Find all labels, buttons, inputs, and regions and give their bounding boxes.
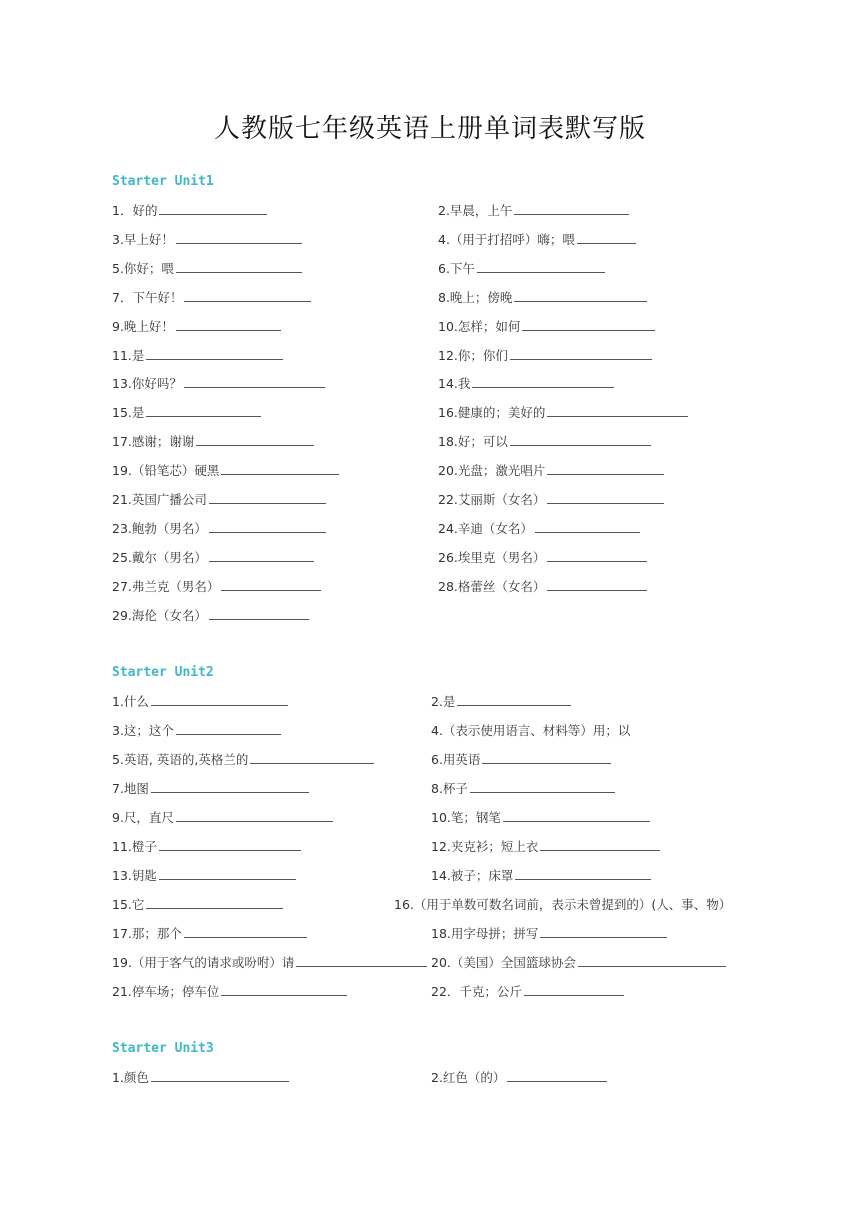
vocab-prompt: 18.好；可以: [438, 434, 508, 450]
vocab-prompt: 13.你好吗？: [112, 376, 182, 392]
vocab-prompt: 1．好的: [112, 203, 158, 218]
vocab-prompt: 11.是: [112, 347, 145, 363]
vocab-prompt: 25.戴尔（男名）: [112, 549, 207, 565]
answer-blank[interactable]: [457, 693, 571, 706]
vocab-item: [394, 896, 731, 914]
vocab-item: [438, 231, 636, 249]
vocab-item: [438, 491, 664, 509]
vocab-item: [112, 520, 326, 538]
answer-blank[interactable]: [151, 1069, 289, 1082]
answer-blank[interactable]: [184, 289, 311, 302]
vocab-item: [431, 780, 615, 798]
vocab-prompt: 4.（用于打招呼）嗨；喂: [438, 231, 575, 247]
vocab-item: [112, 722, 281, 740]
vocab-item: [431, 983, 624, 1001]
vocab-prompt: 18.用字母拼；拼写: [431, 926, 539, 941]
answer-blank[interactable]: [470, 780, 615, 793]
answer-blank[interactable]: [196, 433, 314, 446]
answer-blank[interactable]: [540, 838, 660, 851]
answer-blank[interactable]: [482, 751, 611, 764]
page-title: 人教版七年级英语上册单词表默写版: [213, 114, 646, 144]
vocab-prompt: 28.格蕾丝（女名）: [438, 578, 546, 594]
vocab-item: [112, 867, 296, 885]
answer-blank[interactable]: [540, 925, 667, 938]
answer-blank[interactable]: [209, 549, 314, 562]
answer-blank[interactable]: [547, 404, 688, 417]
answer-blank[interactable]: [515, 867, 651, 880]
vocab-prompt: 2.早晨，上午: [438, 203, 513, 218]
vocab-item: [112, 693, 288, 711]
vocab-item: [438, 520, 640, 538]
vocab-item: [112, 289, 311, 307]
vocab-prompt: 23.鲍勃（男名）: [112, 520, 207, 536]
vocab-prompt: 29.海伦（女名）: [112, 607, 207, 623]
vocab-prompt: 11.橙子: [112, 839, 157, 854]
vocab-item: [112, 433, 314, 451]
answer-blank[interactable]: [209, 491, 326, 504]
answer-blank[interactable]: [209, 607, 309, 620]
answer-blank[interactable]: [151, 693, 288, 706]
vocab-item: [438, 202, 629, 220]
vocab-prompt: 8.杯子: [431, 781, 468, 796]
vocab-item: [112, 983, 347, 1001]
answer-blank[interactable]: [184, 925, 307, 938]
vocab-prompt: 17.那；那个: [112, 926, 182, 941]
vocab-item: [112, 375, 325, 393]
vocab-item: [112, 780, 309, 798]
vocab-prompt: 6.用英语: [431, 752, 481, 767]
answer-blank[interactable]: [547, 462, 664, 475]
vocab-prompt: 3.这；这个: [112, 723, 174, 738]
answer-blank[interactable]: [472, 375, 614, 388]
answer-blank[interactable]: [151, 780, 309, 793]
vocab-prompt: 12.你；你们: [438, 347, 508, 363]
vocab-prompt: 14.被子；床罩: [431, 868, 514, 883]
vocab-prompt: 21.停车场；停车位: [112, 984, 220, 999]
section-heading: Starter Unit3: [112, 1041, 214, 1056]
vocab-item: [431, 867, 651, 885]
vocab-item: [438, 260, 605, 278]
answer-blank[interactable]: [250, 751, 374, 764]
vocab-prompt: 12.夹克衫；短上衣: [431, 839, 539, 854]
vocab-item: [438, 433, 651, 451]
vocab-item: [112, 1069, 289, 1087]
vocab-prompt: 3.早上好！: [112, 231, 174, 247]
answer-blank[interactable]: [176, 722, 281, 735]
vocab-item: [431, 809, 650, 827]
answer-blank[interactable]: [176, 809, 333, 822]
vocab-item: [438, 289, 647, 307]
answer-blank[interactable]: [159, 202, 267, 215]
vocab-prompt: 16.（用于单数可数名词前，表示未曾提到的）(人、事、物）: [394, 897, 732, 912]
vocab-prompt: 14.我: [438, 376, 471, 392]
answer-blank[interactable]: [176, 318, 281, 331]
vocab-item: [438, 347, 652, 365]
vocab-item: [431, 925, 667, 943]
answer-blank[interactable]: [146, 404, 261, 417]
vocab-item: [438, 318, 655, 336]
answer-blank[interactable]: [184, 375, 325, 388]
answer-blank[interactable]: [514, 202, 629, 215]
vocab-item: [112, 954, 427, 972]
vocab-item: [431, 751, 611, 769]
answer-blank[interactable]: [159, 867, 296, 880]
answer-blank[interactable]: [507, 1069, 607, 1082]
vocab-prompt: 2.红色（的）: [431, 1070, 506, 1085]
vocab-prompt: 9.晚上好！: [112, 318, 174, 334]
vocab-item: [112, 260, 302, 278]
vocab-item: [431, 722, 630, 740]
vocab-item: [438, 404, 688, 422]
section-heading: Starter Unit2: [112, 665, 214, 680]
vocab-item: [112, 838, 301, 856]
vocab-prompt: 1.什么: [112, 694, 149, 709]
vocab-prompt: 5.你好；喂: [112, 260, 174, 276]
vocab-item: [438, 462, 664, 480]
vocab-prompt: 17.感谢；谢谢: [112, 434, 195, 450]
vocab-item: [438, 375, 614, 393]
vocab-prompt: 24.辛迪（女名）: [438, 520, 533, 536]
vocab-item: [112, 231, 302, 249]
answer-blank[interactable]: [296, 954, 427, 967]
vocab-item: [438, 549, 647, 567]
vocab-prompt: 7.地图: [112, 781, 149, 796]
answer-blank[interactable]: [209, 520, 326, 533]
vocab-item: [112, 347, 283, 365]
vocab-prompt: 22．千克；公斤: [431, 984, 522, 999]
vocab-item: [112, 318, 281, 336]
vocab-item: [431, 838, 660, 856]
answer-blank[interactable]: [547, 578, 647, 591]
vocab-prompt: 4.（表示使用语言、材料等）用；以: [431, 723, 631, 738]
vocab-item: [112, 607, 309, 625]
vocab-prompt: 20.光盘；激光唱片: [438, 463, 546, 479]
section-heading: Starter Unit1: [112, 174, 214, 189]
vocab-prompt: 8.晚上；傍晚: [438, 289, 513, 305]
vocab-item: [112, 751, 374, 769]
vocab-prompt: 9.尺，直尺: [112, 810, 174, 825]
vocab-item: [112, 809, 333, 827]
vocab-prompt: 16.健康的；美好的: [438, 405, 546, 421]
vocab-prompt: 7．下午好！: [112, 289, 183, 305]
vocab-prompt: 21.英国广播公司: [112, 492, 207, 507]
vocab-item: [431, 693, 571, 711]
vocab-prompt: 19.（用于客气的请求或吩咐）请: [112, 955, 295, 970]
vocab-prompt: 20.（美国）全国篮球协会: [431, 955, 576, 970]
vocab-item: [112, 462, 339, 480]
vocab-item: [112, 925, 307, 943]
answer-blank[interactable]: [535, 520, 640, 533]
vocab-prompt: 22.艾丽斯（女名）: [438, 492, 546, 507]
vocab-item: [431, 1069, 607, 1087]
vocab-item: [112, 404, 261, 422]
answer-blank[interactable]: [577, 231, 636, 244]
answer-blank[interactable]: [146, 347, 283, 360]
answer-blank[interactable]: [510, 433, 651, 446]
vocab-prompt: 6.下午: [438, 260, 475, 276]
vocab-prompt: 10.笔；钢笔: [431, 810, 501, 825]
answer-blank[interactable]: [221, 983, 347, 996]
answer-blank[interactable]: [221, 578, 321, 591]
answer-blank[interactable]: [221, 462, 339, 475]
answer-blank[interactable]: [547, 491, 664, 504]
vocab-prompt: 15.是: [112, 405, 145, 421]
vocab-item: [438, 578, 647, 596]
answer-blank[interactable]: [514, 289, 647, 302]
vocab-item: [112, 491, 326, 509]
vocab-prompt: 19.（铅笔芯）硬黑: [112, 463, 220, 479]
vocab-prompt: 5.英语, 英语的,英格兰的: [112, 752, 249, 767]
answer-blank[interactable]: [547, 549, 647, 562]
answer-blank[interactable]: [524, 983, 624, 996]
vocab-prompt: 10.怎样；如何: [438, 318, 521, 334]
vocab-item: [112, 896, 283, 914]
vocab-prompt: 15.它: [112, 897, 145, 912]
answer-blank[interactable]: [510, 347, 652, 360]
vocab-prompt: 27.弗兰克（男名）: [112, 578, 220, 594]
answer-blank[interactable]: [159, 838, 301, 851]
answer-blank[interactable]: [477, 260, 605, 273]
vocab-item: [112, 549, 314, 567]
answer-blank[interactable]: [176, 260, 302, 273]
vocab-item: [112, 202, 267, 220]
vocab-item: [431, 954, 726, 972]
vocab-prompt: 26.埃里克（男名）: [438, 549, 546, 565]
vocab-item: [112, 578, 321, 596]
answer-blank[interactable]: [578, 954, 726, 967]
answer-blank[interactable]: [146, 896, 283, 909]
answer-blank[interactable]: [176, 231, 302, 244]
answer-blank[interactable]: [522, 318, 655, 331]
answer-blank[interactable]: [503, 809, 650, 822]
vocab-prompt: 13.钥匙: [112, 868, 157, 883]
vocab-prompt: 2.是: [431, 694, 456, 709]
vocab-prompt: 1.颜色: [112, 1070, 149, 1085]
